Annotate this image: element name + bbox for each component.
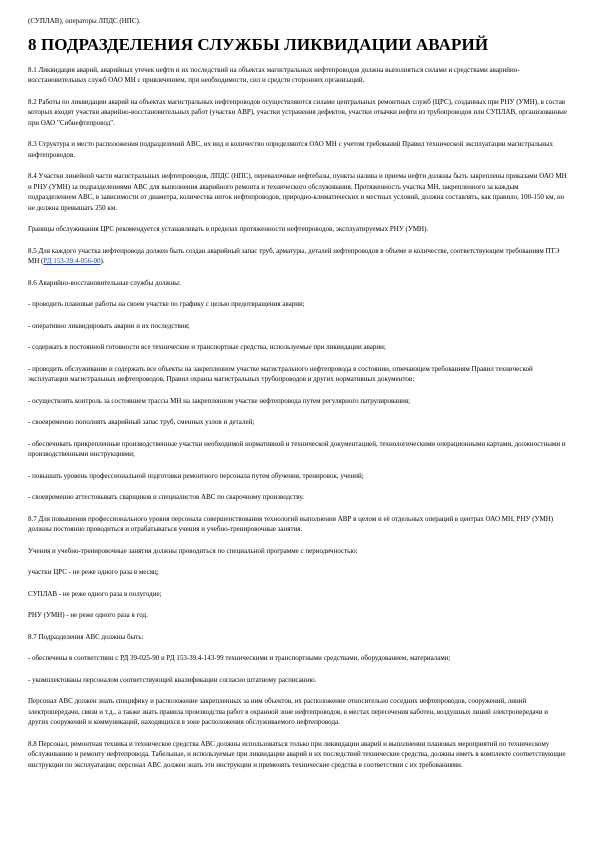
list-item: - обеспечивать прикрепленные производственные участки необходимой нормативной и технической документацией, технологическими операционными картами, должностными и производственными инструкциями; xyxy=(28,439,566,458)
paragraph-8-5-tail: ). xyxy=(100,257,105,265)
paragraph-8-7-training: 8.7 Для повышения профессионального уровня персонала совершенствования технологий выполнения АВР в целом и её отдельных операций в центрах ОАО МН, РНУ (УМН) должны постоянно проводиться и отрабатываться учения и учебно-тренировочные занятия. xyxy=(28,514,554,533)
paragraph-8-5-text: 8.5 Для каждого участка нефтепровода должен быть создан аварийный запас труб, арматуры, деталей нефтепроводов в объеме и количестве, соответствующем требованиям ПТЭ МН ( xyxy=(28,246,560,265)
paragraph-service-boundaries: Границы обслуживания ЦРС рекомендуется устанавливать в пределах протяженности нефтепроводов, эксплуатируемых РНУ (УМН). xyxy=(28,225,429,233)
paragraph-8-5 xyxy=(28,246,567,267)
paragraph-training-schedule: Учения и учебно-тренировочные занятия должны проводиться по специальной программе с периодичностью: xyxy=(28,546,358,555)
section-title: 8 ПОДРАЗДЕЛЕНИЯ СЛУЖБЫ ЛИКВИДАЦИИ АВАРИЙ xyxy=(28,34,489,54)
list-item: - оперативно ликвидировать аварии и их последствия; xyxy=(28,321,190,330)
paragraph-8-3: 8.3 Структура и место расположения подразделений АВС, их вид и количество определяются ОАО МН с учетом требований Правил технической эксплуатации магистральных нефтепроводов. xyxy=(28,140,553,159)
list-item: - проводить обслуживание и содержать все объекты на закрепленном участке магистрального нефтепровода в состоянии, отвечающем требованиям Правил технической эксплуатации магистральных нефтепроводов, Правил охраны магистральных трубопроводов и других нормативных документов; xyxy=(28,364,533,383)
paragraph-8-6: 8.6 Аварийно-восстановительные службы должны: xyxy=(28,278,181,287)
paragraph-8-8: 8.8 Персонал, ремонтная техника и техническое средства АВС должны использоваться только при ликвидации аварий и выполнении плановых мероприятий по техническому обслуживанию и ремонту нефтепровода. Табельные, и используемые при ликвидации аварий и их последствий технические средства, должны иметь в комплекте соответствующие инструкции по эксплуатации; персонал АВС должен знать эти инструкции и применять технические средства в соответствии с их требованиями. xyxy=(28,739,566,769)
paragraph-8-1: 8.1 Ликвидация аварий, аварийных утечек нефти и их последствий на объектах магистральных нефтепроводов должна выполняться силами и средствами аварийно-восстановительных служб ОАО МН с привлечением, при необходимости, сил и средств сторонних организаций. xyxy=(28,65,520,84)
list-item: - осуществлять контроль за состоянием трассы МН на закрепленном участке нефтепровода путем регулярного патрулирования; xyxy=(28,396,411,405)
paragraph-personnel-knowledge: Персонал АВС должен знать специфику и расположение закрепленных за ним объектов, их расположение относительно соседних нефтепроводов, сооружений, линий электропередачи, связи и т.д., а также знать правила производства работ в охранной зоне нефтепроводов, в местах пересечения каботен, воздушных линий электропередачи и других сооружений и коммуникаций, находящихся в зоне расположения обслуживаемого нефтепровода. xyxy=(28,697,548,726)
schedule-crs: участки ЦРС - не реже одного раза в месяц; xyxy=(28,568,159,576)
header-line: (СУПЛАВ), операторы ЛПДС (НПС). xyxy=(28,17,141,25)
list-item: - своевременно пополнять аварийный запас труб, сменных узлов и деталей; xyxy=(28,418,255,426)
list-item: - проводить плановые работы на своем участке по графику с целью предотвращения аварии; xyxy=(28,300,305,308)
list-item: - повышать уровень профессиональной подготовки ремонтного персонала путем обучения, тренировок, учений; xyxy=(28,471,364,480)
paragraph-8-2: 8.2 Работы по ликвидации аварий на объектах магистральных нефтепроводов осуществляются силами центральных ремонтных служб (ЦРС), созданных при РНУ (УМН), в состав которых входят участки аварийно-восстановительных работ (участки АВР), участки устранения дефектов, участки откачки нефти из трубопроводов или СУПЛАВ, организованные при ОАО "Сибнефтепровод". xyxy=(28,97,567,127)
list-item: - обеспечены в соответствии с РД 39-025-90 и РД 153-39.4-143-99 техническими и транспортными средствами, оборудованием, материалами; xyxy=(28,654,451,662)
schedule-suplav: СУПЛАВ - не реже одного раза в полугодие; xyxy=(28,589,162,598)
list-item: - содержать в постоянной готовности все технические и транспортные средства, используемые при ликвидации аварии; xyxy=(28,343,386,351)
rd-document-link[interactable]: РД 153-39.4-056-00 xyxy=(43,257,101,265)
list-item: - укомплектованы персоналом соответствующей квалификации согласно штатному расписанию. xyxy=(28,675,317,684)
paragraph-8-4: 8.4 Участки линейной части магистральных нефтепроводов, ЛПДС (НПС), перевалочные нефтебазы, пункты налива и приема нефти должны быть закреплены приказами ОАО МН и РНУ (УМН) за подразделениями АВС для выполнения аварийного ремонта и технического обслуживания. Протяженность участка МН, закрепленного за каждым подразделением АВС, в зависимости от диаметра, количества ниток нефтепроводов, природно-климатических и местных условий, должна составлять, как правило, 100-150 км, но не должна превышать 250 км. xyxy=(28,172,567,212)
list-item: - своевременно аттестовывать сварщиков и специалистов АВС по сварочному производству. xyxy=(28,493,304,501)
paragraph-8-7-units: 8.7 Подразделения АВС должны быть: xyxy=(28,632,144,641)
schedule-rnu: РНУ (УМН) - не реже одного раза в год. xyxy=(28,611,148,619)
